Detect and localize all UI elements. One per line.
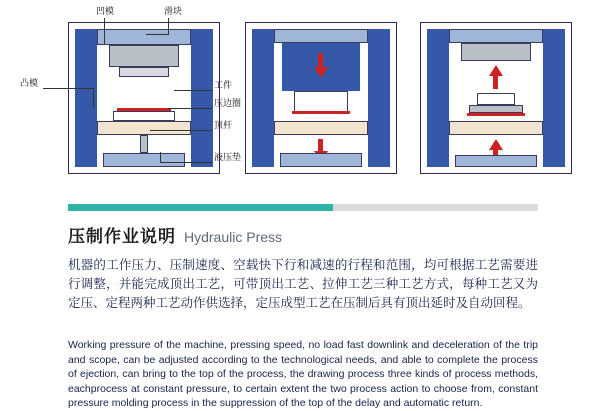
section-divider <box>68 204 538 211</box>
hydraulic-cushion <box>455 155 537 167</box>
callout-ejector-pin: 顶杆 <box>214 120 233 130</box>
formed-part <box>294 91 348 113</box>
divider-accent-teal <box>68 204 333 211</box>
ejector-pin <box>140 135 148 153</box>
press-frame-left <box>252 29 274 167</box>
leader-die-cavity <box>104 18 105 44</box>
leader-blank-holder <box>168 108 212 109</box>
diagram-panel-pressing <box>245 22 397 174</box>
press-crown <box>449 29 543 43</box>
leader-workpiece <box>174 90 212 91</box>
press-frame-right <box>543 29 565 167</box>
press-frame-right <box>191 29 213 167</box>
hydraulic-cushion <box>280 153 362 167</box>
bolster-table <box>97 121 191 135</box>
workpiece-strip <box>467 113 525 116</box>
leader-slide-h <box>146 34 169 35</box>
leader-punch-h <box>43 88 93 89</box>
bolster-table <box>449 121 543 135</box>
diagram-panel-ejecting <box>420 22 572 174</box>
callout-blank-holder: 压边圈 <box>214 98 242 108</box>
section-title <box>68 222 282 247</box>
press-crown <box>97 29 191 45</box>
callout-slide: 滑块 <box>164 6 183 16</box>
press-frame-right <box>368 29 390 167</box>
leader-slide-v <box>168 18 169 34</box>
down-arrow-stem <box>318 53 323 67</box>
punch-block <box>119 67 169 77</box>
down-arrow-stem-lower <box>318 139 323 151</box>
leader-hydraulic-cushion <box>160 162 212 163</box>
lower-die <box>113 111 175 121</box>
description-cn: 机器的工作压力、压制速度、空载快下行和减速的行程和范围，均可根据工艺需要进行调整，并能完成顶出工艺，可带顶出工艺、拉伸工艺三种工艺方式，每种工艺又为定压、定程两种工艺动作供选择，定压成型工艺在压制后具有顶出延时及自动回程。 <box>68 258 538 310</box>
up-arrow-stem <box>493 76 498 89</box>
workpiece-strip <box>292 111 350 114</box>
section-title-en: Hydraulic Press <box>184 229 283 245</box>
callout-workpiece: 工件 <box>214 80 233 90</box>
diagram-panel-open <box>68 22 220 174</box>
description-en: Working pressure of the machine, pressing speed, no load fast downlink and deceleration of the trip and scope, can be adjusted according to the technological needs, and able to complete the process of ejection, can bring to the top of the process, the drawing process three kinds of process methods, eachprocess at constant pressure, to certain extent the two process action to choose from, constant pressure molding process in the suppression of the top of the delay and automatic return. <box>68 339 538 409</box>
leader-punch-v <box>93 88 94 108</box>
callout-hydraulic-cushion: 液压垫 <box>214 152 242 162</box>
divider-accent-grey <box>333 204 538 211</box>
press-diagram <box>0 0 600 200</box>
callout-die-cavity: 凹模 <box>96 6 115 16</box>
workpiece-strip <box>117 108 171 111</box>
leader-hydraulic-cushion-v <box>160 152 161 163</box>
ejected-part-top <box>477 93 515 105</box>
slide-block <box>461 43 531 61</box>
callout-punch: 凸模 <box>20 78 39 88</box>
section-title-cn: 压制作业说明 <box>68 227 176 246</box>
up-arrow-head-lower <box>489 139 503 150</box>
up-arrow-head <box>489 65 503 76</box>
press-frame-left <box>427 29 449 167</box>
slide-block <box>109 45 179 67</box>
press-crown <box>274 29 368 43</box>
bolster-table <box>274 121 368 135</box>
leader-ejector-pin <box>150 130 212 131</box>
hydraulic-cushion <box>103 153 185 167</box>
down-arrow-head <box>314 67 328 78</box>
ejected-part-mid <box>469 105 523 113</box>
